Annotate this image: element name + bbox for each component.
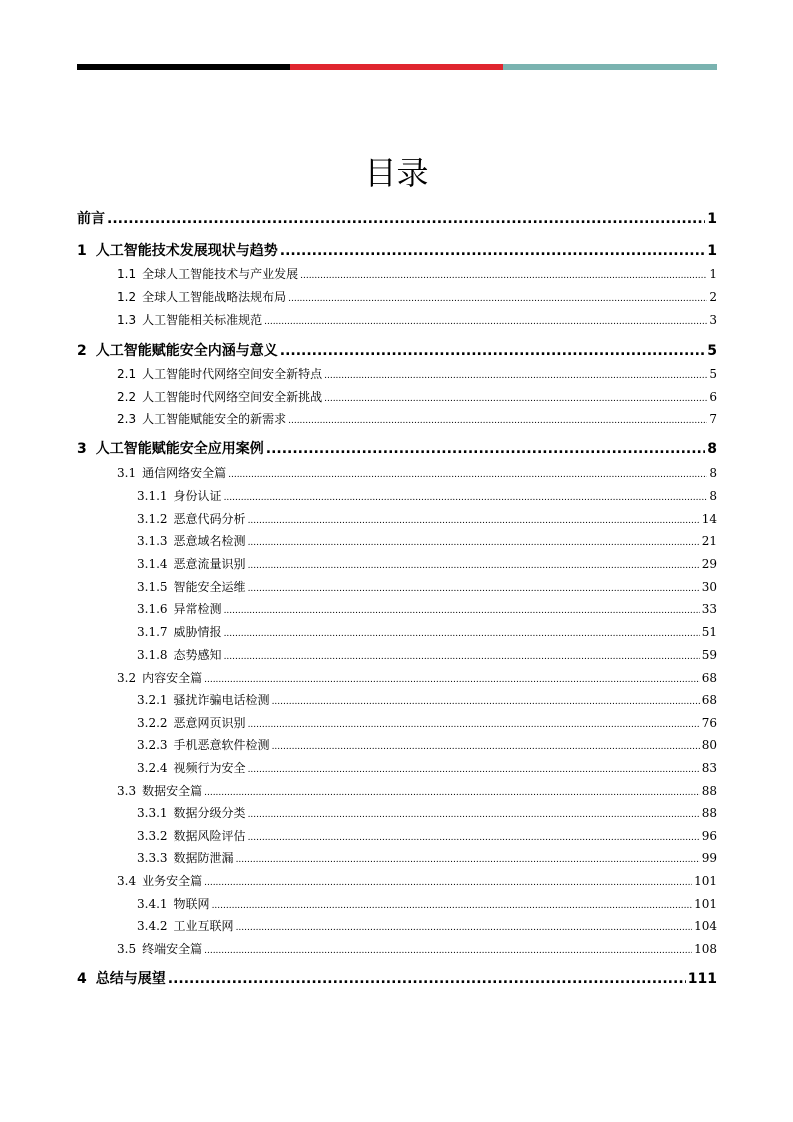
toc-page-number: 2	[709, 290, 717, 304]
toc-leader-dots	[248, 762, 700, 775]
toc-entry-subsection-3-4-2[interactable]	[137, 920, 717, 933]
toc-page-number: 5	[707, 343, 717, 359]
toc-entry-number: 4	[77, 971, 87, 987]
toc-entry-subsection-3-3-2[interactable]	[137, 830, 717, 843]
toc-entry-section-1-1[interactable]	[117, 268, 717, 281]
toc-leader-dots	[204, 943, 692, 956]
toc-entry-label: 威胁情报	[173, 625, 222, 639]
toc-leader-dots	[107, 212, 705, 226]
toc-leader-dots	[228, 467, 707, 480]
toc-leader-dots	[168, 972, 686, 986]
toc-leader-dots	[236, 852, 700, 865]
toc-entry-section-3-1[interactable]	[117, 467, 717, 480]
toc-entry-label: 前言	[77, 211, 105, 227]
toc-leader-dots	[272, 694, 700, 707]
toc-entry-subsection-3-2-2[interactable]	[137, 717, 717, 730]
toc-entry-number: 1.3	[117, 313, 137, 327]
toc-entry-number: 3.1.5	[137, 580, 168, 594]
toc-leader-dots	[248, 717, 700, 730]
header-bar-teal-segment	[503, 64, 717, 70]
toc-entry-number: 3.5	[117, 942, 137, 956]
toc-page-number: 104	[694, 919, 717, 933]
toc-entry-preface[interactable]	[77, 212, 717, 226]
toc-leader-dots	[288, 413, 707, 426]
toc-entry-label: 人工智能赋能安全的新需求	[142, 412, 287, 426]
toc-entry-subsection-3-2-3[interactable]	[137, 739, 717, 752]
toc-leader-dots	[300, 268, 707, 281]
toc-entry-label: 恶意代码分析	[173, 512, 246, 526]
toc-leader-dots	[264, 314, 707, 327]
toc-leader-dots	[280, 344, 706, 358]
toc-entry-label: 异常检测	[173, 602, 222, 616]
toc-entry-chapter-1[interactable]	[77, 244, 717, 258]
toc-entry-number: 2.2	[117, 390, 137, 404]
toc-entry-chapter-3[interactable]	[77, 442, 717, 456]
page-title: 目录	[364, 154, 429, 192]
toc-entry-label: 物联网	[173, 897, 210, 911]
toc-entry-section-2-3[interactable]	[117, 413, 717, 426]
header-color-bar	[77, 64, 717, 70]
toc-entry-label: 通信网络安全篇	[142, 466, 227, 480]
toc-leader-dots	[248, 830, 700, 843]
header-bar-black-segment	[77, 64, 290, 70]
toc-entry-label: 全球人工智能战略法规布局	[142, 290, 287, 304]
toc-page-number: 7	[709, 412, 717, 426]
toc-entry-label: 全球人工智能技术与产业发展	[142, 267, 299, 281]
toc-entry-number: 3	[77, 441, 87, 457]
toc-entry-number: 3.3	[117, 784, 137, 798]
toc-entry-number: 3.1	[117, 466, 137, 480]
toc-page-number: 8	[707, 441, 717, 457]
toc-entry-number: 3.1.7	[137, 625, 168, 639]
toc-entry-section-1-2[interactable]	[117, 291, 717, 304]
toc-entry-label: 视频行为安全	[173, 761, 246, 775]
toc-entry-number: 3.4.1	[137, 897, 168, 911]
toc-entry-label: 恶意网页识别	[173, 716, 246, 730]
toc-entry-subsection-3-1-3[interactable]	[137, 535, 717, 548]
toc-page-number: 111	[687, 971, 717, 987]
toc-leader-dots	[248, 581, 700, 594]
toc-leader-dots	[272, 739, 700, 752]
toc-entry-subsection-3-1-4[interactable]	[137, 558, 717, 571]
toc-page-number: 99	[701, 851, 717, 865]
toc-entry-subsection-3-4-1[interactable]	[137, 898, 717, 911]
toc-page-number: 1	[707, 211, 717, 227]
toc-entry-number: 3.2.3	[137, 738, 168, 752]
toc-entry-section-1-3[interactable]	[117, 314, 717, 327]
toc-page-number: 8	[709, 466, 717, 480]
toc-entry-subsection-3-1-1[interactable]	[137, 490, 717, 503]
toc-leader-dots	[248, 513, 700, 526]
toc-page-number: 96	[701, 829, 717, 843]
toc-entry-label: 恶意域名检测	[173, 534, 246, 548]
toc-entry-subsection-3-3-3[interactable]	[137, 852, 717, 865]
toc-entry-label: 数据风险评估	[173, 829, 246, 843]
toc-leader-dots	[324, 368, 707, 381]
toc-entry-label: 骚扰诈骗电话检测	[173, 693, 270, 707]
toc-entry-number: 3.1.1	[137, 489, 168, 503]
toc-entry-chapter-4[interactable]	[77, 972, 717, 986]
toc-page-number: 59	[701, 648, 717, 662]
toc-page-number: 88	[701, 784, 717, 798]
toc-entry-number: 3.1.4	[137, 557, 168, 571]
toc-entry-label: 内容安全篇	[142, 671, 203, 685]
toc-entry-number: 3.3.3	[137, 851, 168, 865]
toc-page-number: 68	[701, 671, 717, 685]
toc-page-number: 101	[694, 874, 717, 888]
toc-page-number: 101	[694, 897, 717, 911]
toc-entry-number: 2.3	[117, 412, 137, 426]
toc-page-number: 68	[701, 693, 717, 707]
toc-page-number: 14	[701, 512, 717, 526]
toc-entry-label: 人工智能相关标准规范	[142, 313, 263, 327]
toc-leader-dots	[280, 244, 706, 258]
toc-entry-chapter-2[interactable]	[77, 344, 717, 358]
toc-entry-section-2-1[interactable]	[117, 368, 717, 381]
toc-page-number: 6	[709, 390, 717, 404]
toc-leader-dots	[224, 626, 700, 639]
toc-leader-dots	[204, 672, 700, 685]
toc-leader-dots	[324, 391, 707, 404]
toc-entry-section-3-5[interactable]	[117, 943, 717, 956]
toc-page-number: 76	[701, 716, 717, 730]
toc-page-number: 5	[709, 367, 717, 381]
toc-leader-dots	[248, 558, 700, 571]
toc-entry-subsection-3-2-4[interactable]	[137, 762, 717, 775]
toc-leader-dots	[248, 535, 700, 548]
toc-leader-dots	[224, 603, 700, 616]
toc-entry-section-3-3[interactable]	[117, 785, 717, 798]
toc-entry-subsection-3-1-2[interactable]	[137, 513, 717, 526]
toc-leader-dots	[288, 291, 707, 304]
toc-page-number: 1	[709, 267, 717, 281]
toc-entry-label: 人工智能时代网络空间安全新特点	[142, 367, 323, 381]
toc-leader-dots	[204, 875, 692, 888]
toc-page-number: 33	[701, 602, 717, 616]
toc-leader-dots	[224, 649, 700, 662]
toc-entry-number: 3.1.6	[137, 602, 168, 616]
toc-entry-subsection-3-1-8[interactable]	[137, 649, 717, 662]
toc-entry-label: 工业互联网	[173, 919, 234, 933]
toc-leader-dots	[266, 442, 706, 456]
toc-page-number: 108	[694, 942, 717, 956]
toc-page-number: 1	[707, 243, 717, 259]
toc-entry-number: 2	[77, 343, 87, 359]
toc-entry-label: 数据安全篇	[142, 784, 203, 798]
toc-entry-label: 人工智能技术发展现状与趋势	[95, 243, 278, 259]
toc-entry-subsection-3-1-6[interactable]	[137, 603, 717, 616]
toc-entry-label: 数据防泄漏	[173, 851, 234, 865]
toc-entry-subsection-3-2-1[interactable]	[137, 694, 717, 707]
toc-entry-number: 1	[77, 243, 87, 259]
toc-entry-number: 1.1	[117, 267, 137, 281]
toc-page-number: 21	[701, 534, 717, 548]
toc-page-number: 88	[701, 806, 717, 820]
toc-page-number: 80	[701, 738, 717, 752]
toc-entry-number: 3.1.3	[137, 534, 168, 548]
toc-entry-number: 3.4	[117, 874, 137, 888]
toc-entry-number: 1.2	[117, 290, 137, 304]
toc-entry-label: 态势感知	[173, 648, 222, 662]
toc-page-number: 30	[701, 580, 717, 594]
toc-leader-dots	[236, 920, 693, 933]
toc-entry-label: 手机恶意软件检测	[173, 738, 270, 752]
toc-leader-dots	[248, 807, 700, 820]
toc-leader-dots	[204, 785, 700, 798]
toc-entry-label: 智能安全运维	[173, 580, 246, 594]
toc-entry-subsection-3-1-7[interactable]	[137, 626, 717, 639]
toc-entry-label: 人工智能赋能安全内涵与意义	[95, 343, 278, 359]
toc-entry-number: 3.2.2	[137, 716, 168, 730]
toc-entry-subsection-3-1-5[interactable]	[137, 581, 717, 594]
toc-entry-section-3-4[interactable]	[117, 875, 717, 888]
toc-entry-number: 3.1.8	[137, 648, 168, 662]
toc-page-number: 8	[709, 489, 717, 503]
toc-entry-section-3-2[interactable]	[117, 672, 717, 685]
toc-page-number: 3	[709, 313, 717, 327]
toc-entry-label: 身份认证	[173, 489, 222, 503]
toc-entry-subsection-3-3-1[interactable]	[137, 807, 717, 820]
toc-leader-dots	[212, 898, 693, 911]
header-bar-red-segment	[290, 64, 503, 70]
toc-entry-number: 3.3.2	[137, 829, 168, 843]
toc-entry-label: 人工智能赋能安全应用案例	[95, 441, 264, 457]
toc-entry-number: 3.2	[117, 671, 137, 685]
toc-entry-number: 3.1.2	[137, 512, 168, 526]
toc-entry-number: 3.4.2	[137, 919, 168, 933]
toc-entry-label: 恶意流量识别	[173, 557, 246, 571]
toc-entry-label: 业务安全篇	[142, 874, 203, 888]
toc-entry-number: 2.1	[117, 367, 137, 381]
toc-entry-number: 3.2.4	[137, 761, 168, 775]
toc-entry-label: 数据分级分类	[173, 806, 246, 820]
toc-entry-number: 3.3.1	[137, 806, 168, 820]
toc-page-number: 83	[701, 761, 717, 775]
toc-page-number: 29	[701, 557, 717, 571]
toc-entry-label: 总结与展望	[95, 971, 166, 987]
toc-entry-number: 3.2.1	[137, 693, 168, 707]
toc-leader-dots	[224, 490, 708, 503]
toc-entry-section-2-2[interactable]	[117, 391, 717, 404]
toc-entry-label: 人工智能时代网络空间安全新挑战	[142, 390, 323, 404]
toc-page-number: 51	[701, 625, 717, 639]
toc-entry-label: 终端安全篇	[142, 942, 203, 956]
